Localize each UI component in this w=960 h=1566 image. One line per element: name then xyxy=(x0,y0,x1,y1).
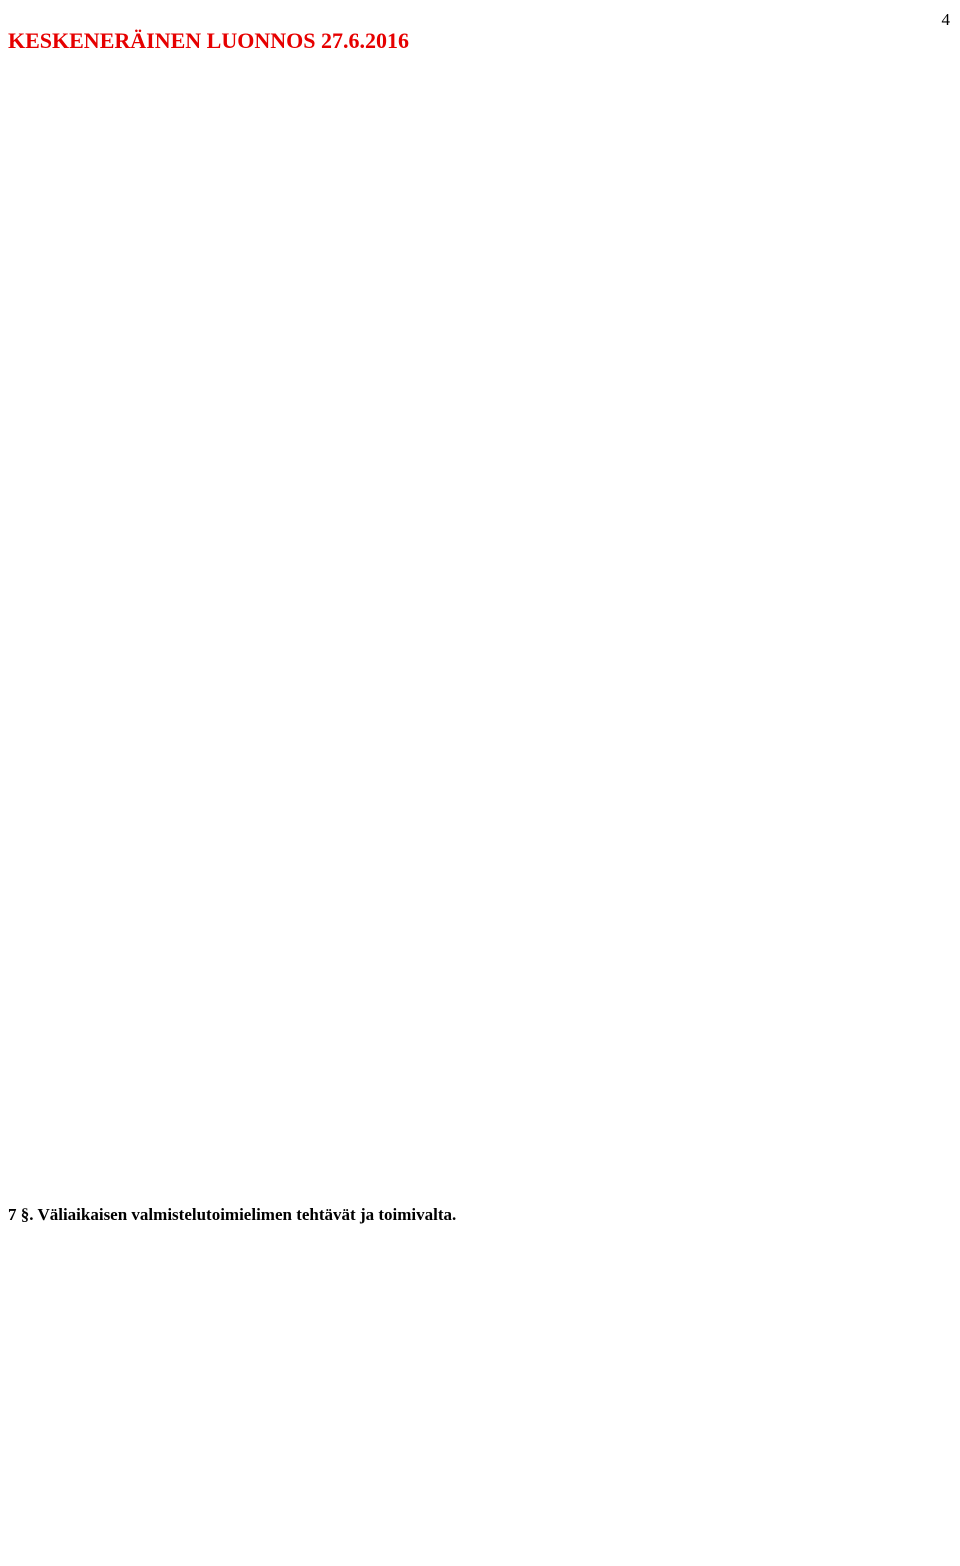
paragraph xyxy=(8,104,953,296)
text-line xyxy=(8,1071,953,1098)
text-line xyxy=(8,563,953,590)
paragraph xyxy=(8,1201,953,1283)
text-line xyxy=(8,803,953,830)
text-line xyxy=(8,1359,953,1386)
text-line xyxy=(8,831,953,858)
text-line xyxy=(8,536,953,563)
text-line xyxy=(8,1332,953,1359)
text-line xyxy=(8,618,953,645)
section-heading: 7 §. Väliaikaisen valmistelutoimielimen tehtävät ja toimivalta. xyxy=(8,1205,457,1225)
text-line xyxy=(8,317,953,344)
text-line xyxy=(8,1305,953,1332)
document-body xyxy=(8,104,953,1566)
text-line xyxy=(8,214,953,241)
paragraph xyxy=(8,1305,953,1415)
page-header xyxy=(8,10,950,58)
text-line xyxy=(8,1098,953,1125)
text-line xyxy=(8,645,953,672)
text-line xyxy=(8,1229,953,1256)
text-line xyxy=(8,372,953,399)
text-line xyxy=(8,159,953,186)
text-line xyxy=(8,1517,953,1544)
paragraph xyxy=(8,776,953,1050)
text-line xyxy=(8,186,953,213)
text-line xyxy=(8,1153,953,1180)
text-line xyxy=(8,481,953,508)
draft-title: KESKENERÄINEN LUONNOS 27.6.2016 xyxy=(8,28,409,53)
text-line xyxy=(8,104,953,131)
text-line xyxy=(8,508,953,535)
text-line xyxy=(8,399,953,426)
paragraph xyxy=(8,1435,953,1545)
text-line xyxy=(8,344,953,371)
paragraph xyxy=(8,1071,953,1181)
text-line xyxy=(8,1023,953,1050)
text-line xyxy=(8,995,953,1022)
text-line xyxy=(8,700,953,727)
text-line xyxy=(8,131,953,158)
text-line xyxy=(8,776,953,803)
text-line xyxy=(8,426,953,453)
text-line xyxy=(8,886,953,913)
text-line xyxy=(8,1435,953,1462)
text-line xyxy=(8,1463,953,1490)
paragraph xyxy=(8,317,953,755)
text-line xyxy=(8,913,953,940)
text-line xyxy=(8,268,953,295)
text-line xyxy=(8,454,953,481)
text-line xyxy=(8,728,953,755)
text-line xyxy=(8,241,953,268)
text-line xyxy=(8,940,953,967)
text-line xyxy=(8,591,953,618)
text-line xyxy=(8,968,953,995)
text-line xyxy=(8,1490,953,1517)
text-line xyxy=(8,1256,953,1283)
text-line xyxy=(8,1126,953,1153)
page-number: 4 xyxy=(941,10,950,29)
text-line xyxy=(8,1387,953,1414)
text-line xyxy=(8,673,953,700)
text-line xyxy=(8,858,953,885)
